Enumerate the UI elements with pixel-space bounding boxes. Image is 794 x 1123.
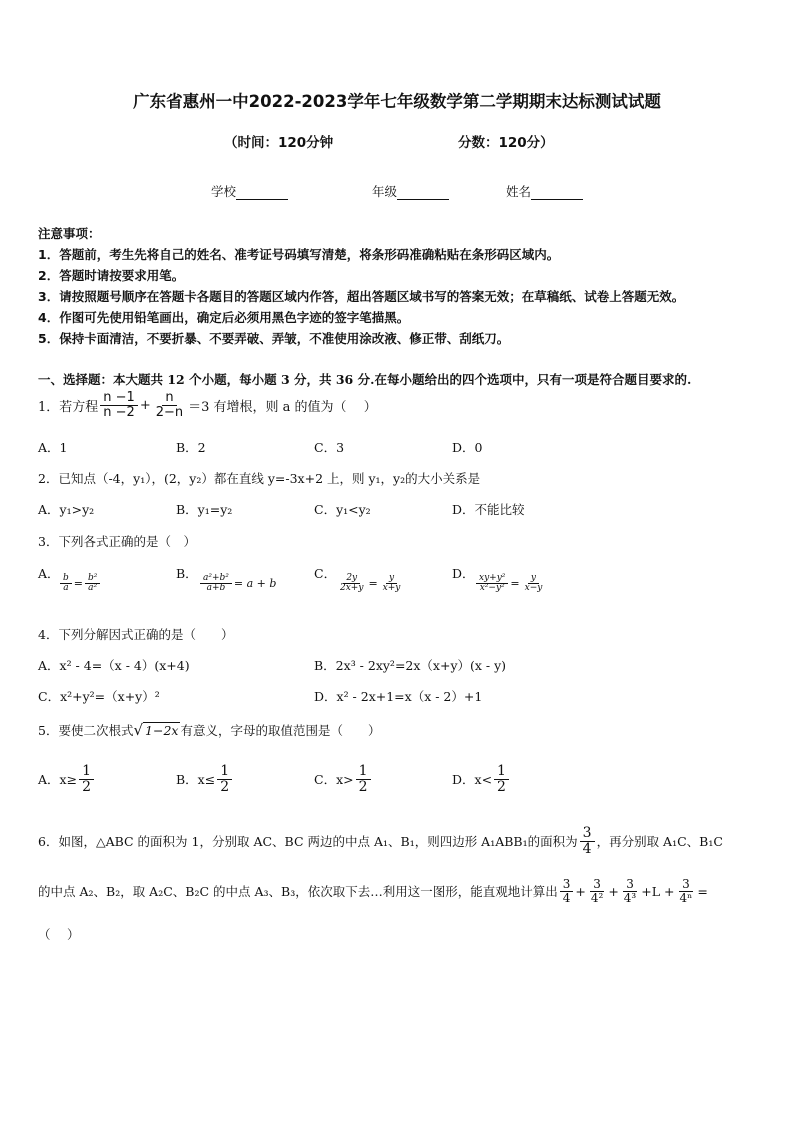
- q3c-n2: y: [386, 574, 397, 584]
- q1-fraction-1: [100, 391, 138, 419]
- q1-suffix: ＝3 有增根，则 a 的值为（ ）: [188, 399, 377, 415]
- q6-s3-d: 4³: [623, 890, 637, 905]
- q6-ellipsis: +L +: [641, 883, 675, 899]
- q1-option-a[interactable]: A．1: [38, 440, 68, 455]
- q3d-n1: xy+y²: [476, 574, 508, 584]
- q5-option-b[interactable]: [176, 764, 234, 794]
- q1-prefix: 1．若方程: [38, 399, 99, 415]
- q3d-n2: y: [528, 574, 539, 584]
- school-label: 学校: [211, 184, 237, 199]
- q4-option-a[interactable]: A．x² - 4=（x - 4）(x+4): [38, 658, 190, 673]
- q1-option-c[interactable]: C．3: [314, 440, 345, 455]
- q5-option-c[interactable]: [314, 764, 373, 794]
- question-3-stem: 3．下列各式正确的是（ ）: [38, 534, 196, 549]
- exam-time: （时间：120分钟: [224, 135, 334, 151]
- sqrt-symbol: √: [133, 721, 144, 739]
- q5-radicand: 1−2x: [145, 723, 179, 738]
- q3a-n1: b: [60, 574, 72, 584]
- q3a-n2: b²: [85, 574, 100, 584]
- question-6-answer: （ ）: [38, 927, 80, 942]
- q3-option-a-expr[interactable]: $\frac{b}{a}$ = $\frac{\text{b²}}{\text{a²}}$: [58, 574, 102, 594]
- q2-option-b[interactable]: B．y₁=y₂: [176, 502, 233, 517]
- q5c-n: 1: [356, 764, 371, 780]
- q1-option-b[interactable]: B．2: [176, 440, 206, 455]
- q2-option-d[interactable]: D．不能比较: [452, 502, 525, 517]
- q3-option-c-label[interactable]: C．: [314, 566, 337, 581]
- grade-blank[interactable]: [397, 187, 449, 200]
- question-5-stem: [38, 721, 380, 739]
- note-item: 4．作图可先使用铅笔画出，确定后必须用黑色字迹的签字笔描黑。: [38, 310, 410, 325]
- q6-series-term-n: [676, 878, 695, 904]
- q3-option-d-expr[interactable]: $\frac{\text{xy+y²}}{\text{x²−y²}}$ = $\frac{y}{x-y}$: [474, 574, 547, 594]
- q6-s4-n: 3: [679, 878, 693, 892]
- q3c-d2: x+y: [382, 583, 401, 594]
- q1-f2-numerator: n: [162, 391, 176, 406]
- q6-f-d: 4: [582, 840, 592, 857]
- q3b-rhs: = a + b: [233, 577, 277, 591]
- q3a-frac-2: [85, 574, 100, 594]
- q3b-d1: a+b: [206, 583, 226, 594]
- school-field[interactable]: [211, 182, 288, 200]
- q5d-frac: [494, 764, 509, 794]
- q4-option-c[interactable]: C．x²+y²=（x+y）²: [38, 689, 160, 704]
- q6-series-term-2: [588, 878, 606, 904]
- q6-s2-d: 4²: [590, 890, 604, 905]
- q5a-d: 2: [82, 778, 91, 795]
- note-item: 1．答题前，考生先将自己的姓名、准考证号码填写清楚，将条形码准确粘贴在条形码区域内。: [38, 247, 560, 262]
- q3-option-b-label[interactable]: B．: [176, 566, 198, 581]
- q6-s3-n: 3: [623, 878, 637, 892]
- page-title: 广东省惠州一中2022-2023学年七年级数学第二学期期末达标测试试题: [133, 92, 661, 111]
- q6-line1-tail: ，再分别取 A₁C、B₁C: [596, 834, 723, 850]
- q3c-d1: 2x+y: [340, 583, 364, 594]
- q6-three-quarters: [580, 826, 595, 856]
- q3d-d2: x−y: [524, 583, 543, 594]
- q1-f1-denominator: n −2: [103, 404, 135, 420]
- name-field[interactable]: [506, 182, 583, 200]
- q3c-frac-2: [380, 574, 404, 594]
- q5c-d: 2: [358, 778, 368, 795]
- q6-s4-d: 4ⁿ: [679, 890, 693, 905]
- q3-option-c-expr[interactable]: $\frac{2y}{2x+y}$ = $\frac{y}{x+y}$: [335, 574, 405, 594]
- q6-s2-n: 3: [590, 878, 604, 892]
- q3d-frac-1: [476, 574, 508, 594]
- q4-option-d[interactable]: D．x² - 2x+1=x（x - 2）+1: [314, 689, 483, 704]
- q6-series-term-3: [621, 878, 639, 904]
- q1-plus: +: [139, 397, 151, 413]
- q5d-label: D．x<: [452, 772, 493, 788]
- note-item: 3．请按照题号顺序在答题卡各题目的答题区域内作答，超出答题区域书写的答案无效；在草稿纸、试卷上答题无效。: [38, 289, 685, 304]
- q1-fraction-2: [153, 391, 186, 419]
- q6-equals: =: [697, 883, 708, 899]
- q3d-d1: x²−y²: [479, 583, 505, 594]
- section-heading: 一、选择题：本大题共 12 个小题，每小题 3 分，共 36 分.在每小题给出的四个选项中，只有一项是符合题目要求的.: [38, 372, 692, 387]
- q1-f1-numerator: n −1: [100, 391, 138, 406]
- q3d-frac-2: [522, 574, 546, 594]
- q3a-frac-1: [60, 574, 72, 594]
- q5-suffix: 有意义，字母的取值范围是（ ）: [180, 723, 381, 738]
- q3-option-a-label[interactable]: A．: [38, 566, 60, 581]
- q6-f-n: 3: [580, 826, 595, 842]
- q5c-frac: [356, 764, 371, 794]
- q6-line1-text: 6．如图，△ABC 的面积为 1，分别取 AC、BC 两边的中点 A₁、B₁，则四边形 A₁ABB₁的面积为: [38, 834, 578, 850]
- grade-label: 年级: [372, 184, 398, 199]
- grade-field[interactable]: [372, 182, 449, 200]
- q5a-label: A．x≥: [38, 772, 78, 788]
- q3-option-b-expr[interactable]: [198, 574, 276, 594]
- q1-f2-denominator: 2−n: [155, 404, 184, 420]
- q5d-n: 1: [494, 764, 509, 780]
- q3c-n1: 2y: [343, 574, 360, 584]
- q2-option-c[interactable]: C．y₁<y₂: [314, 502, 371, 517]
- q2-option-a[interactable]: A．y₁>y₂: [38, 502, 95, 517]
- q5a-frac: [79, 764, 94, 794]
- note-item: 2．答题时请按要求用笔。: [38, 268, 185, 283]
- q5b-d: 2: [220, 778, 230, 795]
- q1-option-d[interactable]: D．0: [452, 440, 483, 455]
- q3b-frac: [200, 574, 232, 594]
- name-label: 姓名: [506, 184, 532, 199]
- q3a-d2: a²: [88, 583, 98, 594]
- question-6-line-2: 的中点 A₂、B₂，取 A₂C、B₂C 的中点 A₃、B₃，依次取下去…利用这一图形，能直观地计算出 $\frac{3}{4}$ + $\frac{3}{\text{4²}}$ + $\frac{3}{\text{4³}}$ +L + $\frac{3}{\text{4ⁿ}}$ =: [38, 877, 708, 905]
- q3a-d1: a: [63, 583, 69, 594]
- q3b-n1: a²+b²: [200, 574, 232, 584]
- q6-series-term-1: [560, 878, 574, 904]
- q6-s1-n: 3: [560, 878, 574, 892]
- question-2-stem: 2．已知点（-4，y₁），(2，y₂）都在直线 y=-3x+2 上，则 y₁，y₂的大小关系是: [38, 471, 481, 486]
- notes-heading: 注意事项：: [38, 226, 101, 241]
- q5b-label: B．x≤: [176, 772, 216, 788]
- q5d-d: 2: [497, 778, 506, 795]
- q5-option-d[interactable]: [452, 764, 511, 794]
- q5b-n: 1: [217, 764, 232, 780]
- q5b-frac: [217, 764, 232, 794]
- q5-prefix: 5．要使二次根式: [38, 723, 134, 738]
- question-1-stem: [38, 391, 377, 419]
- note-item: 5．保持卡面清洁，不要折暴、不要弄破、弄皱，不准使用涂改液、修正带、刮纸刀。: [38, 331, 510, 346]
- q6-line2-text: 的中点 A₂、B₂，取 A₂C、B₂C 的中点 A₃、B₃，依次取下去…利用这一图形，能直观地计算出: [38, 884, 558, 900]
- question-4-stem: 4．下列分解因式正确的是（ ）: [38, 627, 234, 642]
- q3-option-d-label[interactable]: D．: [452, 566, 475, 581]
- q5a-n: 1: [79, 764, 94, 780]
- q5-option-a[interactable]: [38, 764, 96, 794]
- q6-s1-d: 4: [562, 890, 571, 905]
- exam-score: 分数：120分）: [458, 135, 554, 151]
- q5c-label: C．x>: [314, 772, 354, 788]
- school-blank[interactable]: [236, 187, 288, 200]
- q3c-frac-1: [337, 574, 366, 594]
- q4-option-b[interactable]: B．2x³ - 2xy²=2x（x+y）(x - y): [314, 658, 507, 673]
- name-blank[interactable]: [531, 187, 583, 200]
- question-6-line-1: [38, 826, 723, 856]
